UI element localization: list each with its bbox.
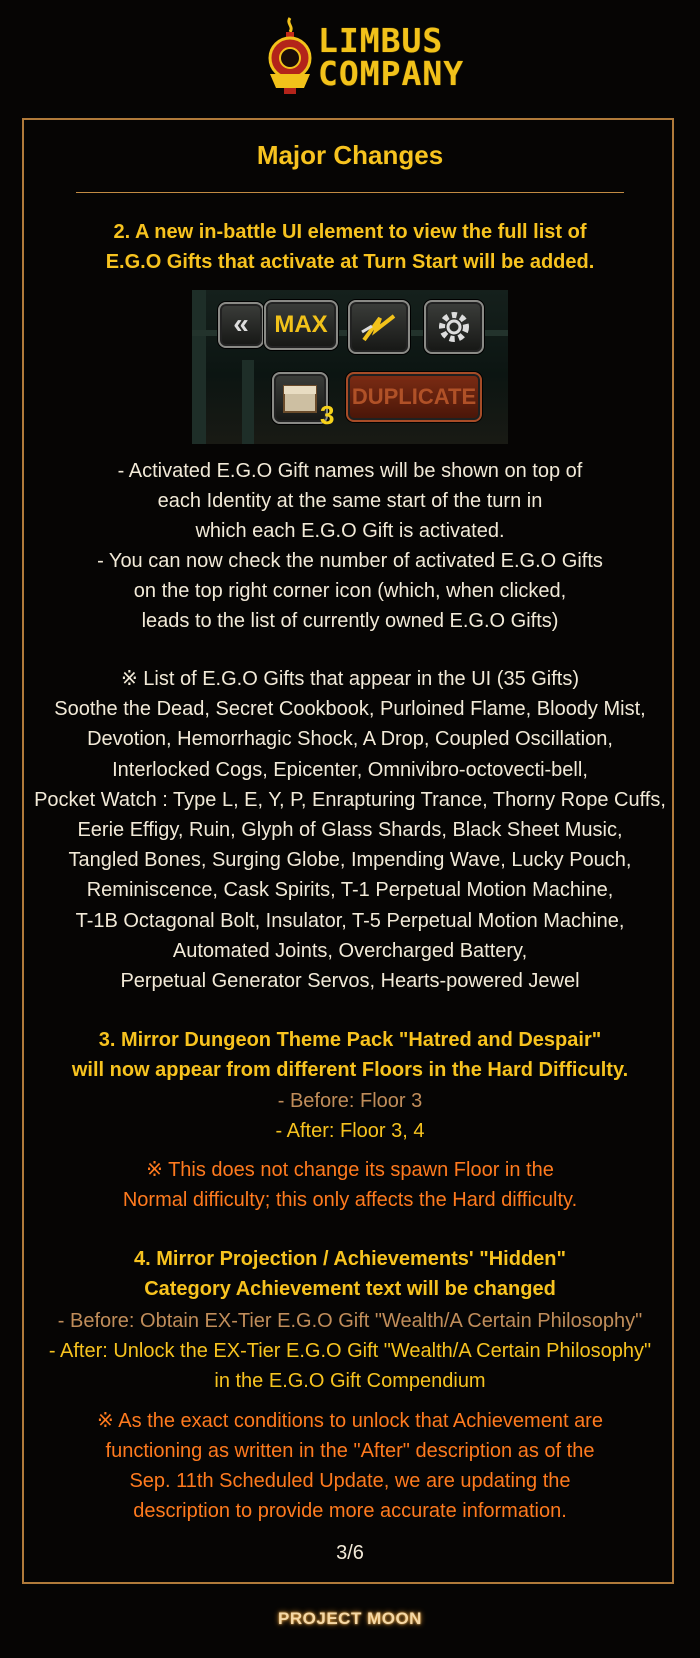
gift-list: ※ List of E.G.O Gifts that appear in the UI (35 Gifts) Soothe the Dead, Secret Cookbook, Purloined Flame, Bloody Mist, Devotion, Hemorrhagic Shock, A Drop, Coupled Oscillation, Interlocked Cogs, Epicenter, Omnivibro-octovecti-bell, Pocket Watch : Type L, E, Y, P, Enrapturing Trance, Thorny Rope Cuffs, Eerie Effigy, Ruin, Glyph of Glass Shards, Black Sheet Music, Tangled Bones, Surging Globe, Impending Wave, Lucky Pouch, Reminiscence, Cask Spirits, T-1 Perpetual Motion Machine, T-1B Octagonal Bolt, Insulator, T-5 Perpetual Motion Machine, Automated Joints, Overcharged Battery, Perpetual Generator Servos, Hearts-powered Jewel [0,664,700,996]
gift-box-icon [274,374,326,422]
gift-list-title: ※ List of E.G.O Gifts that appear in the UI (35 Gifts) [120,668,580,690]
gear-icon [426,302,482,352]
settings-button [424,300,484,354]
max-button: MAX [264,300,338,350]
section-4-after: - After: Unlock the EX-Tier E.G.O Gift "Wealth/A Certain Philosophy" in the E.G.O Gift Compendium [48,1340,652,1392]
section-2-notes: - Activated E.G.O Gift names will be shown on top of each Identity at the same start of the turn in which each E.G.O Gift is activated. - You can now check the number of activated E.G.O Gifts on the top right corner icon (which, when clicked, leads to the list of currently owned E.G.O Gifts) [97,460,603,632]
duplicate-button: DUPLICATE [346,372,482,422]
section-3-note: ※ This does not change its spawn Floor in the Normal difficulty; this only affects the Hard difficulty. [122,1159,578,1211]
battle-ui-screenshot [192,290,508,444]
title-divider [76,192,624,193]
page-indicator: 3/6 [336,1542,364,1564]
footer-brand: PROJECT MOON [278,1609,422,1628]
skill-button [348,300,410,354]
page-title: Major Changes [256,140,444,170]
section-3-before: - Before: Floor 3 [277,1090,423,1112]
rewind-button: « [218,302,264,348]
section-3-after: - After: Floor 3, 4 [275,1120,425,1142]
section-4-note: ※ As the exact conditions to unlock that Achievement are functioning as written in the "After" description as of the Sep. 11th Scheduled Update, we are updating the description to provide more accurate information. [97,1410,603,1522]
section-4-before: - Before: Obtain EX-Tier E.G.O Gift "Wealth/A Certain Philosophy" [57,1310,643,1332]
logo-wordmark: LIMBUS COMPANY [318,21,465,93]
limbus-emblem-icon [262,14,318,96]
section-3-heading: 3. Mirror Dungeon Theme Pack "Hatred and Despair" will now appear from different Floors in the Hard Difficulty. [71,1029,629,1081]
skill-arrow-icon [350,302,408,352]
logo [0,14,700,96]
section-4-heading: 4. Mirror Projection / Achievements' "Hidden" Category Achievement text will be changed [134,1248,566,1300]
section-2-heading: 2. A new in-battle UI element to view the full list of E.G.O Gifts that activate at Turn Start will be added. [105,221,595,273]
gift-count-badge: 3 [320,400,335,430]
